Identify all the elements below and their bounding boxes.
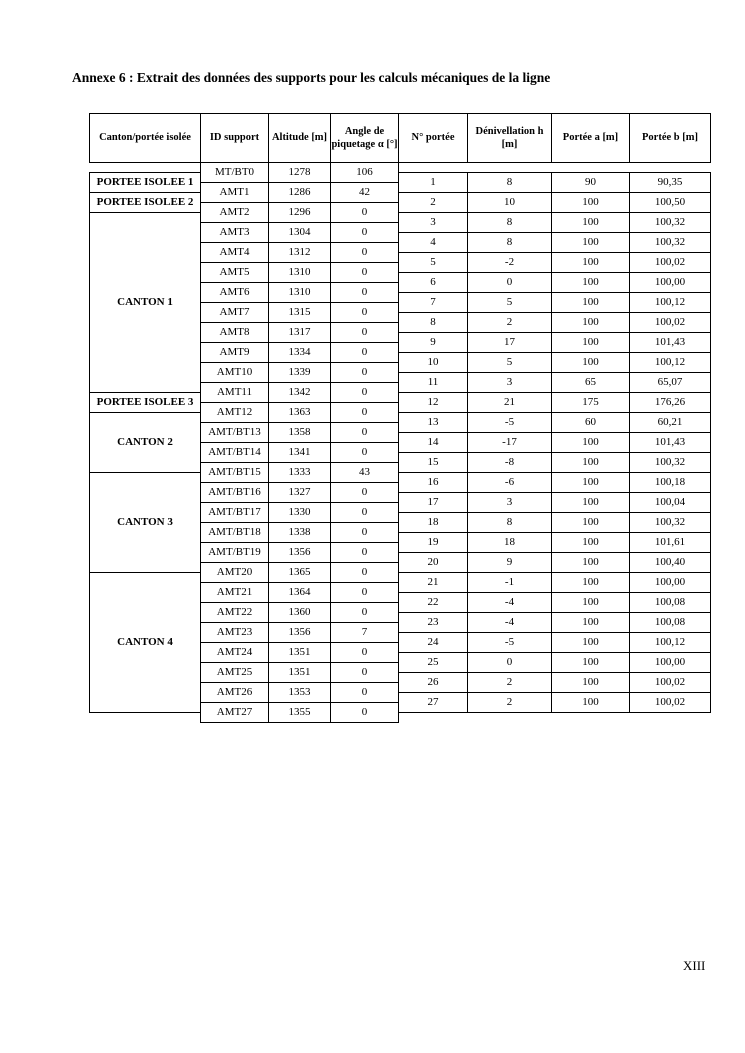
support-altitude-cell: 1304 — [268, 222, 331, 243]
support-angle-cell: 106 — [330, 162, 399, 183]
header-portee-a: Portée a [m] — [551, 113, 630, 163]
header-portee-number: N° portée — [398, 113, 468, 163]
portee-a-cell: 100 — [551, 332, 630, 353]
portee-a-cell: 100 — [551, 512, 630, 533]
portee-a-cell: 175 — [551, 392, 630, 413]
portee-a-cell: 100 — [551, 312, 630, 333]
support-id-cell: AMT2 — [200, 202, 269, 223]
support-altitude-cell: 1342 — [268, 382, 331, 403]
page-title: Annexe 6 : Extrait des données des supports pour les calculs mécaniques de la ligne — [72, 70, 551, 85]
support-id-cell: AMT/BT16 — [200, 482, 269, 503]
portee-denivellation-cell: 9 — [467, 552, 552, 573]
portee-number-cell: 20 — [398, 552, 468, 573]
support-id-cell: AMT20 — [200, 562, 269, 583]
portee-number-cell: 24 — [398, 632, 468, 653]
support-altitude-cell: 1353 — [268, 682, 331, 703]
support-angle-cell: 0 — [330, 282, 399, 303]
support-angle-cell: 0 — [330, 642, 399, 663]
portee-denivellation-cell: 18 — [467, 532, 552, 553]
portee-number-cell: 16 — [398, 472, 468, 493]
support-id-cell: AMT7 — [200, 302, 269, 323]
portee-a-cell: 100 — [551, 592, 630, 613]
portee-number-cell: 18 — [398, 512, 468, 533]
portee-b-cell: 100,32 — [629, 452, 711, 473]
support-angle-cell: 42 — [330, 182, 399, 203]
portee-number-cell: 22 — [398, 592, 468, 613]
portee-denivellation-cell: 2 — [467, 672, 552, 693]
support-angle-cell: 0 — [330, 582, 399, 603]
support-id-cell: AMT9 — [200, 342, 269, 363]
portee-b-cell: 100,02 — [629, 252, 711, 273]
portee-b-cell: 100,40 — [629, 552, 711, 573]
portee-b-cell: 100,12 — [629, 292, 711, 313]
portee-a-cell: 100 — [551, 192, 630, 213]
support-angle-cell: 0 — [330, 422, 399, 443]
portee-a-cell: 100 — [551, 552, 630, 573]
portee-a-cell: 90 — [551, 172, 630, 193]
canton-group: CANTON 4 — [89, 572, 201, 713]
support-altitude-cell: 1317 — [268, 322, 331, 343]
support-altitude-cell: 1330 — [268, 502, 331, 523]
support-altitude-cell: 1310 — [268, 282, 331, 303]
support-id-cell: AMT27 — [200, 702, 269, 723]
support-angle-cell: 0 — [330, 442, 399, 463]
portee-b-cell: 100,00 — [629, 652, 711, 673]
portee-denivellation-cell: 8 — [467, 232, 552, 253]
portee-a-cell: 100 — [551, 292, 630, 313]
support-altitude-cell: 1338 — [268, 522, 331, 543]
support-angle-cell: 0 — [330, 522, 399, 543]
canton-group: CANTON 2 — [89, 412, 201, 473]
support-id-cell: MT/BT0 — [200, 162, 269, 183]
support-id-cell: AMT21 — [200, 582, 269, 603]
portee-number-cell: 10 — [398, 352, 468, 373]
support-altitude-cell: 1356 — [268, 542, 331, 563]
support-id-cell: AMT/BT15 — [200, 462, 269, 483]
canton-group: PORTEE ISOLEE 3 — [89, 392, 201, 413]
portee-b-cell: 90,35 — [629, 172, 711, 193]
support-angle-cell: 0 — [330, 602, 399, 623]
portee-denivellation-cell: -8 — [467, 452, 552, 473]
support-altitude-cell: 1315 — [268, 302, 331, 323]
portee-number-cell: 7 — [398, 292, 468, 313]
portee-number-cell: 15 — [398, 452, 468, 473]
portee-b-cell: 100,12 — [629, 632, 711, 653]
portee-number-cell: 3 — [398, 212, 468, 233]
portee-b-cell: 101,43 — [629, 332, 711, 353]
support-altitude-cell: 1278 — [268, 162, 331, 183]
portee-number-cell: 12 — [398, 392, 468, 413]
portee-b-cell: 65,07 — [629, 372, 711, 393]
portee-a-cell: 100 — [551, 252, 630, 273]
page-number: XIII — [683, 958, 706, 973]
portee-a-cell: 100 — [551, 232, 630, 253]
support-id-cell: AMT10 — [200, 362, 269, 383]
portee-denivellation-cell: -1 — [467, 572, 552, 593]
canton-group: CANTON 3 — [89, 472, 201, 573]
portee-number-cell: 6 — [398, 272, 468, 293]
support-altitude-cell: 1286 — [268, 182, 331, 203]
support-altitude-cell: 1351 — [268, 662, 331, 683]
portee-a-cell: 100 — [551, 612, 630, 633]
support-id-cell: AMT23 — [200, 622, 269, 643]
portee-number-cell: 17 — [398, 492, 468, 513]
portee-denivellation-cell: 2 — [467, 312, 552, 333]
support-altitude-cell: 1364 — [268, 582, 331, 603]
canton-group: PORTEE ISOLEE 1 — [89, 172, 201, 193]
support-altitude-cell: 1341 — [268, 442, 331, 463]
header-altitude: Altitude [m] — [268, 113, 331, 163]
support-angle-cell: 0 — [330, 342, 399, 363]
support-angle-cell: 0 — [330, 542, 399, 563]
support-id-cell: AMT26 — [200, 682, 269, 703]
support-altitude-cell: 1334 — [268, 342, 331, 363]
support-altitude-cell: 1339 — [268, 362, 331, 383]
portee-b-cell: 176,26 — [629, 392, 711, 413]
support-id-cell: AMT11 — [200, 382, 269, 403]
portee-a-cell: 100 — [551, 272, 630, 293]
portee-number-cell: 27 — [398, 692, 468, 713]
portee-b-cell: 100,32 — [629, 512, 711, 533]
portee-a-cell: 100 — [551, 472, 630, 493]
portee-denivellation-cell: -5 — [467, 412, 552, 433]
support-altitude-cell: 1351 — [268, 642, 331, 663]
support-id-cell: AMT6 — [200, 282, 269, 303]
support-angle-cell: 0 — [330, 482, 399, 503]
canton-group: CANTON 1 — [89, 212, 201, 393]
portee-denivellation-cell: 0 — [467, 652, 552, 673]
portee-number-cell: 8 — [398, 312, 468, 333]
support-altitude-cell: 1312 — [268, 242, 331, 263]
support-id-cell: AMT/BT13 — [200, 422, 269, 443]
header-id-support: ID support — [200, 113, 269, 163]
support-id-cell: AMT22 — [200, 602, 269, 623]
portee-b-cell: 101,43 — [629, 432, 711, 453]
portee-b-cell: 100,00 — [629, 572, 711, 593]
support-altitude-cell: 1358 — [268, 422, 331, 443]
portee-b-cell: 100,32 — [629, 212, 711, 233]
support-angle-cell: 43 — [330, 462, 399, 483]
support-angle-cell: 0 — [330, 502, 399, 523]
portee-a-cell: 100 — [551, 212, 630, 233]
support-id-cell: AMT1 — [200, 182, 269, 203]
portee-a-cell: 100 — [551, 692, 630, 713]
support-angle-cell: 0 — [330, 682, 399, 703]
portee-denivellation-cell: 8 — [467, 172, 552, 193]
support-id-cell: AMT/BT17 — [200, 502, 269, 523]
portee-number-cell: 1 — [398, 172, 468, 193]
portee-number-cell: 9 — [398, 332, 468, 353]
portee-denivellation-cell: 3 — [467, 372, 552, 393]
portee-number-cell: 23 — [398, 612, 468, 633]
portee-b-cell: 100,08 — [629, 592, 711, 613]
support-id-cell: AMT24 — [200, 642, 269, 663]
portee-a-cell: 65 — [551, 372, 630, 393]
portee-denivellation-cell: 0 — [467, 272, 552, 293]
portee-denivellation-cell: 21 — [467, 392, 552, 413]
portee-a-cell: 60 — [551, 412, 630, 433]
portee-number-cell: 26 — [398, 672, 468, 693]
portee-b-cell: 100,32 — [629, 232, 711, 253]
portee-b-cell: 100,08 — [629, 612, 711, 633]
portee-a-cell: 100 — [551, 452, 630, 473]
portee-denivellation-cell: 2 — [467, 692, 552, 713]
header-angle: Angle de piquetage α [°] — [330, 113, 399, 163]
support-altitude-cell: 1360 — [268, 602, 331, 623]
portee-denivellation-cell: 8 — [467, 512, 552, 533]
support-altitude-cell: 1365 — [268, 562, 331, 583]
header-canton: Canton/portée isolée — [89, 113, 201, 163]
support-id-cell: AMT8 — [200, 322, 269, 343]
portee-number-cell: 4 — [398, 232, 468, 253]
support-altitude-cell: 1333 — [268, 462, 331, 483]
portee-denivellation-cell: -5 — [467, 632, 552, 653]
support-id-cell: AMT5 — [200, 262, 269, 283]
support-angle-cell: 0 — [330, 262, 399, 283]
portee-number-cell: 19 — [398, 532, 468, 553]
header-portee-b: Portée b [m] — [629, 113, 711, 163]
portee-denivellation-cell: 8 — [467, 212, 552, 233]
portee-denivellation-cell: 5 — [467, 292, 552, 313]
support-altitude-cell: 1310 — [268, 262, 331, 283]
support-id-cell: AMT/BT14 — [200, 442, 269, 463]
portee-a-cell: 100 — [551, 492, 630, 513]
portee-a-cell: 100 — [551, 432, 630, 453]
support-altitude-cell: 1356 — [268, 622, 331, 643]
portee-denivellation-cell: -4 — [467, 612, 552, 633]
portee-b-cell: 60,21 — [629, 412, 711, 433]
portee-denivellation-cell: -17 — [467, 432, 552, 453]
portee-b-cell: 100,18 — [629, 472, 711, 493]
portee-a-cell: 100 — [551, 352, 630, 373]
support-id-cell: AMT/BT19 — [200, 542, 269, 563]
portee-b-cell: 100,04 — [629, 492, 711, 513]
support-angle-cell: 7 — [330, 622, 399, 643]
portee-number-cell: 11 — [398, 372, 468, 393]
support-angle-cell: 0 — [330, 322, 399, 343]
portee-denivellation-cell: 10 — [467, 192, 552, 213]
support-angle-cell: 0 — [330, 662, 399, 683]
support-angle-cell: 0 — [330, 702, 399, 723]
canton-group: PORTEE ISOLEE 2 — [89, 192, 201, 213]
support-id-cell: AMT4 — [200, 242, 269, 263]
portee-a-cell: 100 — [551, 572, 630, 593]
portee-a-cell: 100 — [551, 632, 630, 653]
support-altitude-cell: 1363 — [268, 402, 331, 423]
portee-b-cell: 100,50 — [629, 192, 711, 213]
portee-denivellation-cell: 5 — [467, 352, 552, 373]
portee-a-cell: 100 — [551, 672, 630, 693]
support-angle-cell: 0 — [330, 562, 399, 583]
portee-denivellation-cell: -6 — [467, 472, 552, 493]
support-id-cell: AMT3 — [200, 222, 269, 243]
portee-number-cell: 2 — [398, 192, 468, 213]
support-angle-cell: 0 — [330, 202, 399, 223]
support-altitude-cell: 1327 — [268, 482, 331, 503]
portee-a-cell: 100 — [551, 652, 630, 673]
support-angle-cell: 0 — [330, 382, 399, 403]
support-angle-cell: 0 — [330, 242, 399, 263]
support-angle-cell: 0 — [330, 222, 399, 243]
support-id-cell: AMT12 — [200, 402, 269, 423]
portee-b-cell: 100,00 — [629, 272, 711, 293]
portee-number-cell: 14 — [398, 432, 468, 453]
portee-b-cell: 100,02 — [629, 672, 711, 693]
portee-number-cell: 13 — [398, 412, 468, 433]
portee-b-cell: 100,02 — [629, 312, 711, 333]
support-id-cell: AMT/BT18 — [200, 522, 269, 543]
support-id-cell: AMT25 — [200, 662, 269, 683]
support-altitude-cell: 1296 — [268, 202, 331, 223]
support-angle-cell: 0 — [330, 402, 399, 423]
portee-number-cell: 5 — [398, 252, 468, 273]
support-angle-cell: 0 — [330, 302, 399, 323]
portee-a-cell: 100 — [551, 532, 630, 553]
portee-denivellation-cell: -2 — [467, 252, 552, 273]
portee-b-cell: 100,12 — [629, 352, 711, 373]
portee-number-cell: 25 — [398, 652, 468, 673]
portee-b-cell: 101,61 — [629, 532, 711, 553]
portee-b-cell: 100,02 — [629, 692, 711, 713]
portee-number-cell: 21 — [398, 572, 468, 593]
support-angle-cell: 0 — [330, 362, 399, 383]
portee-denivellation-cell: 3 — [467, 492, 552, 513]
portee-denivellation-cell: 17 — [467, 332, 552, 353]
header-denivellation: Dénivellation h [m] — [467, 113, 552, 163]
support-altitude-cell: 1355 — [268, 702, 331, 723]
portee-denivellation-cell: -4 — [467, 592, 552, 613]
